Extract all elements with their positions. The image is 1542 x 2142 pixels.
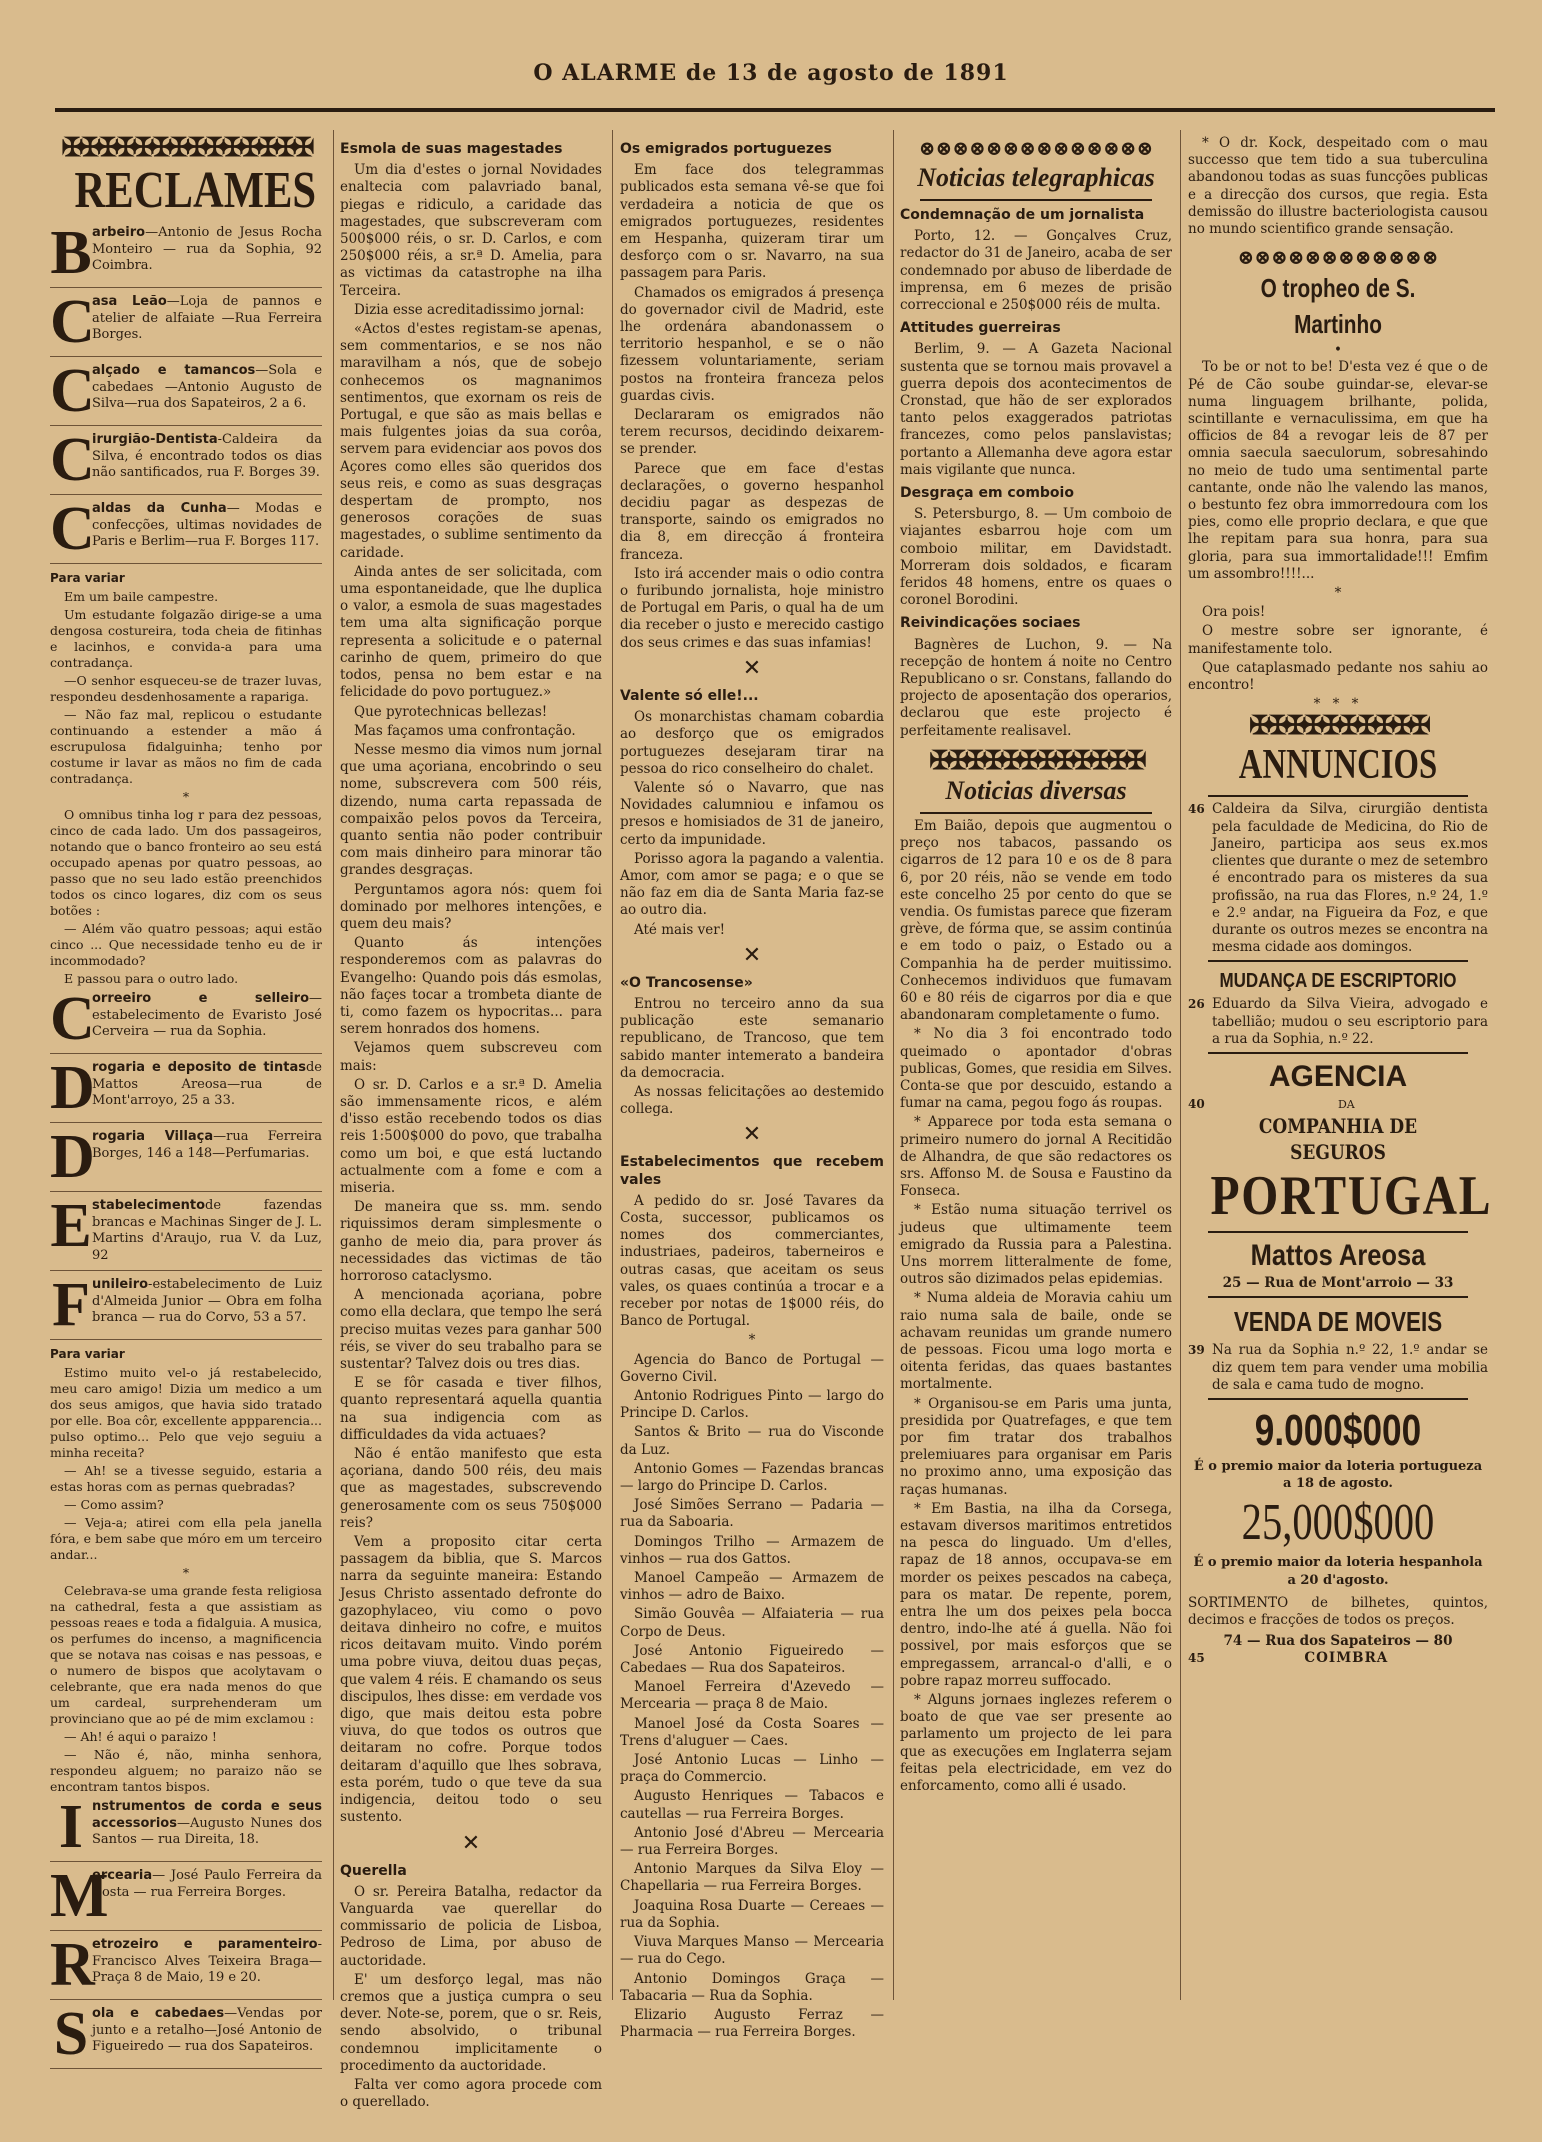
para-variar-text bbox=[50, 1365, 322, 1795]
paragraph: Viuva Marques Manso — Mercearia — rua do Cego. bbox=[620, 1934, 884, 1968]
reclame-item bbox=[50, 1123, 322, 1192]
separator-asterisk: * bbox=[1334, 585, 1342, 602]
column-5 bbox=[1188, 135, 1493, 2025]
article-body bbox=[620, 1193, 884, 2042]
ornament-stars: ✠✠✠✠✠✠✠✠✠✠ bbox=[1249, 711, 1427, 742]
reclame-item bbox=[50, 495, 322, 564]
reclame-detail: -Caldeira da Silva, é encontrado todos os dias não santificados, rua F. Borges 39. bbox=[92, 432, 322, 480]
paragraph: Em Baião, depois que augmentou o preço nos tabacos, passando os cigarros de 12 para 10 e os de 8 para 6, por 20 réis, não se vende em todo este concelho 25 por cento do que se vendia. Os fumistas parece que fizeram grève, de fórma que, se assim continúa e em todo o paiz, o Estado ou a Companhia ha de perder muitissimo. Conhecemos individuos que fumavam 60 e 80 réis de cigarros por dia e que abandonaram completamente o fumo. bbox=[900, 817, 1172, 1024]
reclame-item bbox=[50, 985, 322, 1054]
paragraph: Entrou no terceiro anno da sua publicação este semanario republicano, de Trancoso, que tem sabido manter intemerato a bandeira da democracia. bbox=[620, 995, 884, 1081]
reclame-detail: —rua Ferreira Borges, 146 a 148—Perfumarias. bbox=[92, 1129, 322, 1161]
lottery-text: É o premio maior da loteria portugueza a 18 de agosto. bbox=[1193, 1458, 1483, 1492]
ad-number: 39 bbox=[1188, 1343, 1205, 1358]
reclame-detail: —Augusto Nunes dos Santos — rua Direita, 18. bbox=[92, 1815, 322, 1848]
paragraph: Domingos Trilho — Armazem de vinhos — rua dos Gattos. bbox=[620, 1533, 884, 1567]
paragraph: Manoel José da Costa Soares — Trens d'aluguer — Caes. bbox=[620, 1715, 884, 1749]
article-body bbox=[620, 709, 884, 939]
reclame-detail: —Vendas por junto e a retalho—José Antonio de Figueiredo — rua dos Sapateiros. bbox=[92, 2006, 323, 2055]
paragraph: Manoel Ferreira d'Azevedo — Mercearia — praça 8 de Maio. bbox=[620, 1679, 884, 1713]
paragraph: Vejamos quem subscreveu com mais: bbox=[340, 1040, 602, 1074]
paragraph: «Actos d'estes registam-se apenas, sem commentarios, e se nos não maravilham a nós, que de sobejo conhecemos os magnanimos sentimentos, que exornam os reis de Portugal, e que são as mais bellas e mais fulgentes joias da sua corôa, servem para evidenciar aos povos dos Açores como elles são queridos dos seus reis, e como as suas desgraças despertam de prompto, nos generosos corações de suas magestades, o sublime sentimento da caridade. bbox=[340, 321, 602, 561]
lottery-text: É o premio maior da loteria hespanhola a 20 d'agosto. bbox=[1193, 1555, 1483, 1588]
paragraph: — Não é, não, minha senhora, respondeu alguem; no paraizo não se encontram tantos bispos. bbox=[50, 1747, 322, 1795]
paragraph: Ora pois! bbox=[1202, 604, 1266, 621]
reclame-item bbox=[50, 1862, 322, 1931]
ad-number: 46 bbox=[1188, 802, 1205, 817]
section-title: RECLAMES bbox=[74, 162, 317, 219]
article-heading: Os emigrados portuguezes bbox=[620, 141, 832, 157]
article-heading: Esmola de suas magestades bbox=[340, 141, 563, 157]
paragraph: E' um desforço legal, mas não cremos que a justiça cumpra o seu dever. Note-se, porem, que o sr. Reis, sendo absolvido, o tribunal condemnou implicitamente o procedimento da auctoridade. bbox=[340, 1971, 602, 2074]
ad-mattos: Mattos Areosa bbox=[1250, 1239, 1426, 1273]
ad-text: Caldeira da Silva, cirurgião dentista pela faculdade de Medicina, do Rio de Janeiro, participa aos seus ex.mos clientes que durante o mez de setembro é encontrado para os misteres da sua profissão, na rua das Flores, n.º 24, 1.º e 2.º andar, na Figueira da Foz, e que durante os outros mezes se encontra na mesma cidade aos domingos. bbox=[1212, 801, 1488, 956]
reclame-item bbox=[50, 1793, 322, 1862]
reclame-item bbox=[50, 219, 322, 288]
rule bbox=[1208, 1296, 1468, 1298]
reclame-item bbox=[50, 1054, 322, 1123]
paragraph: Antonio Marques da Silva Eloy — Chapellaria — rua Ferreira Borges. bbox=[620, 1861, 884, 1895]
article-body bbox=[900, 637, 1172, 740]
drop-cap: D bbox=[50, 1123, 95, 1192]
ad-caldeira bbox=[1188, 801, 1488, 956]
lottery-amount: 9.000$000 bbox=[1254, 1405, 1422, 1455]
paragraph: Antonio Rodrigues Pinto — largo do Principe D. Carlos. bbox=[620, 1388, 884, 1422]
article-heading: Reivindicações sociaes bbox=[900, 615, 1081, 632]
rule bbox=[920, 199, 1152, 201]
paragraph: José Simões Serrano — Padaria — rua da Saboaria. bbox=[620, 1497, 884, 1531]
masthead: O ALARME de 13 de agosto de 1891 bbox=[533, 60, 1009, 86]
paragraph: Isto irá accender mais o odio contra o furibundo jornalista, hoje ministro de Portugal em Paris, o qual ha de um dia receber o justo e merecido castigo dos seus crimes e das suas infamias! bbox=[620, 565, 884, 651]
paragraph: * Organisou-se em Paris uma junta, presidida por Quatrefages, e que tem por fim tratar dos trabalhos prelemiuares para organisar em Paris no proximo anno, uma exposição das raças humanas. bbox=[900, 1395, 1172, 1498]
separator-cross: ✕ bbox=[742, 655, 762, 681]
article-body bbox=[340, 162, 602, 1826]
reclame-name: ola e cabedaes bbox=[92, 2006, 225, 2022]
reclame-detail: —Loja de pannos e atelier de alfaiate —Rua Ferreira Borges. bbox=[92, 294, 322, 342]
reclame-detail: —Sola e cabedaes —Antonio Augusto de Silva—rua dos Sapateiros, 2 a 6. bbox=[92, 363, 323, 411]
paragraph: O mestre sobre ser ignorante, é manifestamente tolo. bbox=[1188, 623, 1488, 657]
paragraph: Declararam os emigrados não terem recursos, decidindo deixarem-se prender. bbox=[620, 407, 884, 458]
ad-address: 74 — Rua dos Sapateiros — 80 bbox=[1223, 1633, 1453, 1650]
paragraph: Nesse mesmo dia vimos num jornal que uma açoriana, encobrindo o seu nome, subscrevera com 500 réis, dizendo, numa carta repassada de compaixão pelos povos da Terceira, quanto sentia não poder contribuir com mais dinheiro para minorar tão grandes desgraças. bbox=[340, 741, 602, 879]
drop-cap: R bbox=[50, 1931, 95, 2000]
drop-cap: C bbox=[50, 426, 95, 494]
reclame-detail: — José Paulo Ferreira da Costa — rua Ferreira Borges. bbox=[92, 1868, 322, 1900]
ad-number: 40 bbox=[1188, 1096, 1205, 1111]
paragraph: O sr. D. Carlos e a sr.ª D. Amelia são immensamente ricos, e além d'isso estão recebendo todos os dias reis 1:500$000 do povo, que trabalha como um boi, e que está luctando actualmente com a fome e com a miseria. bbox=[340, 1076, 602, 1196]
paragraph: * Estão numa situação terrivel os judeus que ultimamente teem emigrado da Russia para a Palestina. Uns morrem litteralmente de fome, outros são dizimados pelas epidemias. bbox=[900, 1202, 1172, 1288]
paragraph: Não é então manifesto que esta açoriana, dando 500 réis, deu mais que as magestades, subscrevendo generosamente com os seus 750$000 reis? bbox=[340, 1446, 602, 1531]
section-title: ANNUNCIOS bbox=[1238, 742, 1438, 789]
separator-asterisk: * bbox=[748, 1332, 756, 1349]
paragraph: As nossas felicitações ao destemido collega. bbox=[620, 1083, 884, 1118]
paragraph: * No dia 3 foi encontrado todo queimado o apontador d'obras publicas, Gomes, que residia em Silves. Conta-se que por descuido, estando a fumar na cama, pegou fogo ás roupas. bbox=[900, 1026, 1172, 1112]
article-heading: Querella bbox=[340, 1862, 407, 1879]
article-body bbox=[340, 1884, 602, 2112]
paragraph: Quanto ás intenções responderemos com as palavras do Evangelho: Quando pois dás esmolas, não façes tocar a trombeta diante de ti, como fazem os hypocritas... para serem honrados dos homens. bbox=[340, 935, 602, 1038]
paragraph: * Numa aldeia de Moravia cahiu um raio numa sala de baile, onde se achavam reunidas um grande numero de pessoas. Ficou uma logo morta e oitenta feridas, das quaes bastantes mortalmente. bbox=[900, 1290, 1172, 1393]
paragraph: Em um baile campestre. bbox=[64, 589, 219, 605]
paragraph: — Ah! se a tivesse seguido, estaria a estas horas com as pernas quebradas? bbox=[50, 1463, 322, 1495]
paragraph: O omnibus tinha log r para dez pessoas, cinco de cada lado. Um dos passageiros, notando que o banco fronteiro ao seu está occupado apenas por quatro pessoas, ao passo que no seu lado estão preenchidos todos os cinco logares, diz com os seus botões : bbox=[50, 807, 322, 919]
paragraph: Augusto Henriques — Tabacos e cautellas — rua Ferreira Borges. bbox=[620, 1788, 884, 1822]
drop-cap: E bbox=[50, 1192, 92, 1261]
rule bbox=[1208, 1052, 1468, 1054]
reclame-name: rogaria e deposito de tintas bbox=[92, 1060, 306, 1076]
drop-cap: S bbox=[53, 2000, 89, 2069]
paragraph: Estimo muito vel-o já restabelecido, meu caro amigo! Dizia um medico a um dos seus amigos, que havia sido tratado por elle. Boa côr, excellente appparencia... pulso optimo... Pelo que vejo seguiu a minha receita? bbox=[50, 1365, 322, 1461]
reclame-name: alçado e tamancos bbox=[92, 363, 256, 378]
para-variar-text bbox=[50, 589, 322, 987]
paragraph: Ainda antes de ser solicitada, com uma espontaneidade, que lhe duplica o valor, a esmola de suas magestades tem uma alta significação porque representa a solicitude e o paternal carinho de quem, primeiro do que todos, pensa no bem estar e na felicidade do povo portuguez.» bbox=[340, 563, 602, 701]
ad-company: COMPANHIA DE SEGUROS bbox=[1258, 1114, 1418, 1165]
paragraph: Celebrava-se uma grande festa religiosa na cathedral, festa a que assistiam as pessoas reaes e toda a fidalguia. A musica, os perfumes do incenso, a magnificencia que se notava nas coisas e nas pessoas, e o numero de bispos que acolytavam o celebrante, que era nada menos do que um cardeal, surprehenderam um provinciano que ao pé de mim exclamou : bbox=[50, 1583, 322, 1727]
column-3 bbox=[620, 135, 884, 2041]
reclame-name: asa Leão bbox=[92, 294, 167, 309]
reclame-name: aldas da Cunha bbox=[92, 501, 227, 516]
para-variar-label: Para variar bbox=[50, 571, 125, 585]
article-body bbox=[620, 996, 884, 1118]
reclame-text bbox=[92, 432, 322, 482]
paragraph: — Veja-a; atirei com ella pela janella fóra, e bem sabe que móro em um terceiro andar... bbox=[50, 1515, 322, 1563]
drop-cap: C bbox=[50, 357, 95, 425]
column-separator bbox=[1180, 130, 1181, 2000]
lottery-sortimento: SORTIMENTO de bilhetes, quintos, decimos e fracções de todos os preços. bbox=[1188, 1594, 1488, 1628]
ad-city: COIMBRA bbox=[1304, 1650, 1389, 1667]
reclames-list bbox=[50, 219, 323, 564]
paragraph: Que cataplasmado pedante nos sahiu ao encontro! bbox=[1188, 659, 1488, 694]
reclame-text bbox=[92, 1060, 322, 1110]
reclame-name: ercearia bbox=[92, 1868, 153, 1884]
reclame-item bbox=[50, 426, 322, 495]
ad-number: 26 bbox=[1188, 997, 1205, 1012]
paragraph: Antonio Gomes — Fazendas brancas — largo do Principe D. Carlos. bbox=[620, 1460, 884, 1495]
reclame-item bbox=[50, 1271, 322, 1340]
paragraph: A pedido do sr. José Tavares da Costa, successor, publicamos os nomes dos commerciantes, industriaes, padeiros, taberneiros e outras casas, que aceitam os seus vales, os quaes continúa a trocar e a receber por notas de 1$000 réis, do Banco de Portugal. bbox=[620, 1192, 884, 1330]
paragraph: * Alguns jornaes inglezes referem o boato de que vae ser presente ao parlamento um projecto de lei para que as execuções em Inglaterra sejam feitas pela electricidade, em vez do enforcamento, como alli é usado. bbox=[900, 1692, 1172, 1795]
paragraph: Dizia esse acreditadissimo jornal: bbox=[354, 301, 585, 318]
paragraph: — Além vão quatro pessoas; aqui estão cinco ... Que necessidade tenho eu de ir incommodado? bbox=[50, 921, 322, 969]
ad-title: MUDANÇA DE ESCRIPTORIO bbox=[1219, 970, 1457, 993]
paragraph: Parece que em face d'estas declarações, o governo hespanhol decidiu pagar as despezas de transporte, saindo os emigrados no dia 8, em direcção á fronteira franceza. bbox=[620, 460, 884, 563]
reclame-item bbox=[50, 357, 323, 426]
ad-footer-row bbox=[1188, 1650, 1488, 1667]
drop-cap: I bbox=[58, 1793, 84, 1862]
ornament-stars: ✠✠✠✠✠✠✠✠✠✠✠✠✠✠ bbox=[61, 133, 311, 163]
paragraph: Perguntamos agora nós: quem foi dominado por melhores intenções, e quem deu mais? bbox=[340, 881, 602, 932]
paragraph: Os monarchistas chamam cobardia ao desforço que os emigrados portuguezes desejaram tirar na pessoa do rico conselheiro do chalet. bbox=[620, 709, 884, 777]
ad-moveis bbox=[1188, 1342, 1488, 1394]
reclame-text bbox=[92, 294, 322, 344]
ad-portugal: PORTUGAL bbox=[1210, 1165, 1493, 1228]
reclame-item bbox=[50, 1192, 322, 1271]
ornament-circles: ⊗⊗⊗⊗⊗⊗⊗⊗⊗⊗⊗⊗ bbox=[1237, 245, 1439, 270]
article-heading: «O Trancosense» bbox=[620, 974, 753, 991]
column-separator bbox=[612, 130, 613, 2000]
drop-cap: C bbox=[50, 985, 95, 1054]
paragraph: Antonio José d'Abreu — Mercearia — rua Ferreira Borges. bbox=[620, 1824, 884, 1859]
paragraph: Mas façamos uma confrontação. bbox=[354, 722, 576, 739]
article-body bbox=[1188, 359, 1488, 694]
reclames-list bbox=[50, 1793, 323, 2069]
paragraph: — Como assim? bbox=[64, 1497, 164, 1513]
reclame-detail: -estabelecimento de Luiz d'Almeida Junior — Obra em folha branca — rua do Corvo, 53 a 57. bbox=[92, 1277, 322, 1326]
drop-cap: D bbox=[50, 1054, 95, 1123]
paragraph: Um estudante folgazão dirige-se a uma dengosa costureira, toda cheia de fitinhas e lacinhos, e convida-a para uma contradança. bbox=[50, 607, 322, 671]
ornament-circles: ⊗⊗⊗⊗⊗⊗⊗⊗⊗⊗⊗⊗⊗⊗ bbox=[918, 136, 1154, 160]
column-separator bbox=[333, 130, 334, 2000]
paragraph: * O dr. Kock, despeitado com o mau successo que tem tido a sua tuberculina abandonou todas as suas funcções publicas e a direcção dos cursos, que regia. Esta demissão do illustre bacteriologista causou no mundo scientifico grande sensação. bbox=[1188, 135, 1488, 238]
paragraph: Elizario Augusto Ferraz — Pharmacia — rua Ferreira Borges. bbox=[620, 2006, 884, 2041]
article-heading: Attitudes guerreiras bbox=[900, 320, 1061, 337]
reclame-text bbox=[92, 2006, 322, 2056]
paragraph: Até mais ver! bbox=[634, 921, 726, 938]
paragraph: José Antonio Lucas — Linho — praça do Commercio. bbox=[620, 1752, 884, 1786]
ad-text: Na rua da Sophia n.º 22, 1.º andar se diz quem tem para vender uma mobilia de sala e cama tudo de mogno. bbox=[1212, 1342, 1488, 1393]
reclame-detail: de Mattos Areosa—rua de Mont'arroyo, 25 a 33. bbox=[92, 1060, 322, 1109]
ad-number: 45 bbox=[1188, 1651, 1205, 1666]
paragraph: — Ah! é aqui o paraizo ! bbox=[64, 1729, 217, 1745]
article-heading: Estabelecimentos que recebem vales bbox=[620, 1154, 884, 1188]
column-4 bbox=[900, 135, 1172, 2005]
paragraph: Um dia d'estes o jornal Novidades enaltecia com palavriado banal, piegas e ridiculo, a caridade das magestades, que subscreveram com 500$000 réis, o sr. D. Carlos, e com 250$000 réis, a sr.ª D. Amelia, para as victimas da catastrophe na ilha Terceira. bbox=[340, 162, 602, 299]
paragraph: * Em Bastia, na ilha da Corsega, estavam diversos maritimos entretidos na pesca do linguado. Um d'elles, rapaz de 18 annos, occupava-se em morder os peixes pescados na cabeça, para os matar. De repente, porem, entra lhe um dos peixes pela bocca dentro, indo-lhe até á guella. Não foi possivel, por mais esforços que se empregassem, arrancal-o d'alli, e o pobre rapaz morreu suffocado. bbox=[900, 1500, 1172, 1689]
reclame-detail: de fazendas brancas e Machinas Singer de J. L. Martins d'Araujo, rua V. da Luz, 92 bbox=[92, 1198, 322, 1263]
rule bbox=[920, 812, 1152, 814]
separator-asterisk: * bbox=[182, 789, 190, 805]
reclame-name: rogaria Villaça bbox=[92, 1129, 214, 1145]
paragraph: José Antonio Figueiredo — Cabedaes — Rua dos Sapateiros. bbox=[620, 1642, 884, 1677]
paragraph: — Não faz mal, replicou o estudante continuando a estender a mão á escrupulosa fidalguinha; tenho por costume ir lavar as mãos no fim de cada contradança. bbox=[50, 707, 322, 787]
drop-cap: M bbox=[50, 1862, 109, 1931]
paragraph: Simão Gouvêa — Alfaiateria — rua Corpo de Deus. bbox=[620, 1606, 884, 1640]
reclame-detail: — Modas e confecções, ultimas novidades de Paris e Berlim—rua F. Borges 117. bbox=[92, 501, 322, 549]
paragraph: Joaquina Rosa Duarte — Cereaes — rua da Sophia. bbox=[620, 1897, 884, 1931]
reclame-item bbox=[50, 288, 322, 357]
rule bbox=[1208, 960, 1468, 962]
drop-cap: B bbox=[50, 219, 92, 287]
ad-address: 25 — Rua de Mont'arroio — 33 bbox=[1222, 1275, 1454, 1292]
reclame-text bbox=[92, 1799, 322, 1849]
article-body bbox=[900, 228, 1172, 314]
reclame-text bbox=[92, 225, 322, 275]
drop-cap: C bbox=[50, 288, 95, 356]
reclame-item bbox=[50, 2000, 323, 2069]
column-2 bbox=[340, 135, 602, 2111]
ad-title: VENDA DE MOVEIS bbox=[1233, 1306, 1443, 1338]
paragraph: Que pyrotechnicas bellezas! bbox=[354, 703, 548, 720]
ornament-stars: ✠✠✠✠✠✠✠✠✠✠✠✠ bbox=[929, 745, 1143, 776]
paragraph: Berlim, 9. — A Gazeta Nacional sustenta que se tornou mais provavel a guerra depois dos acontecimentos de Cronstad, que hão de ser explorados tanto pelos exaggerados patriotas francezes, como pelos panslavistas; portanto a Allemanha deve agora estar mais vigilante que nunca. bbox=[900, 341, 1172, 478]
reclame-name: etrozeiro e paramenteiro bbox=[92, 1937, 318, 1953]
ornament-dot: • bbox=[1334, 342, 1342, 359]
paragraph: Manoel Campeão — Armazem de vinhos — adro de Baixo. bbox=[620, 1570, 884, 1604]
section-title: O tropheo de S. Martinho bbox=[1260, 273, 1416, 340]
paragraph: Porto, 12. — Gonçalves Cruz, redactor do 31 de Janeiro, acaba de ser condemnado por abuso de liberdade de imprensa, em 6 mezes de prisão correccional e 250$000 réis de multa. bbox=[900, 228, 1172, 314]
paragraph: Antonio Domingos Graça — Tabacaria — Rua da Sophia. bbox=[620, 1970, 884, 2004]
reclame-text bbox=[92, 1277, 322, 1327]
section-title: Noticias telegraphicas bbox=[917, 163, 1155, 192]
reclame-text bbox=[92, 363, 322, 413]
rule bbox=[1208, 1398, 1468, 1400]
paragraph: De maneira que ss. mm. sendo riquissimos deram simplesmente o ganho de meio dia, para prover ás necessidades das victimas de tão horroroso cataclysmo. bbox=[340, 1199, 602, 1284]
article-body bbox=[900, 506, 1172, 609]
column-reclames bbox=[50, 133, 323, 2069]
reclame-name: unileiro bbox=[92, 1277, 149, 1293]
reclame-text bbox=[92, 1937, 322, 1987]
reclame-text bbox=[92, 1868, 322, 1901]
top-rule bbox=[55, 108, 1495, 112]
ad-text: Eduardo da Silva Vieira, advogado e tabellião; mudou o seu escriptorio para a rua da Sophia, n.º 22. bbox=[1212, 996, 1488, 1047]
paragraph: —O senhor esqueceu-se de trazer luvas, respondeu desdenhosamente a rapariga. bbox=[50, 673, 322, 705]
reclame-detail: -Francisco Alves Teixeira Braga—Praça 8 de Maio, 19 e 20. bbox=[92, 1937, 322, 1986]
ad-da: DA bbox=[1337, 1097, 1355, 1111]
separator-cross: ✕ bbox=[742, 1122, 762, 1148]
reclame-detail: —estabelecimento de Evaristo José Cerveira — rua da Sophia. bbox=[92, 991, 322, 1040]
reclame-name: irurgião-Dentista bbox=[92, 432, 218, 447]
separator-asterisk: * bbox=[182, 1565, 190, 1581]
article-heading: Valente só elle!... bbox=[620, 687, 759, 704]
paragraph: Santos & Brito — rua do Visconde da Luz. bbox=[620, 1424, 884, 1458]
reclame-name: stabelecimento bbox=[92, 1198, 206, 1214]
paragraph: A mencionada açoriana, pobre como ella declara, que tempo lhe será preciso muitas vezes para ganhar 500 réis, se viver do seu trabalho para se sustentar? Talvez dois ou tres dias. bbox=[340, 1287, 602, 1373]
ad-escriptorio bbox=[1188, 996, 1488, 1048]
para-variar-label: Para variar bbox=[50, 1347, 125, 1362]
paragraph: Bagnères de Luchon, 9. — Na recepção de hontem á noite no Centro Republicano o sr. Constans, fallando do projecto de aposentação dos operarios, declarou que este projecto é perfeitamente realisavel. bbox=[900, 636, 1172, 739]
reclame-detail: —Antonio de Jesus Rocha Monteiro — rua da Sophia, 92 Coimbra. bbox=[92, 225, 322, 273]
reclame-name: orreeiro e selleiro bbox=[92, 991, 309, 1007]
paragraph: * Apparece por toda esta semana o primeiro numero do jornal A Recitidão de Alhandra, de que são redactores os srs. Affonso M. de Sousa e Faustino da Fonseca. bbox=[900, 1114, 1172, 1200]
separator-cross: ✕ bbox=[742, 942, 762, 968]
drop-cap: F bbox=[52, 1271, 90, 1340]
lottery-amount: 25,000$000 bbox=[1241, 1494, 1435, 1552]
column-separator bbox=[893, 130, 894, 2000]
reclames-list bbox=[50, 985, 322, 1340]
reclame-item bbox=[50, 1931, 322, 2000]
article-body bbox=[1188, 135, 1488, 238]
article-body bbox=[900, 818, 1172, 1795]
reclame-text bbox=[92, 1198, 322, 1264]
paragraph: Vem a proposito citar certa passagem da biblia, que S. Marcos narra da seguinte maneira: Estando Jesus Christo assentado defronte do gazophylaceo, viu como o povo deitava dinheiro no cofre, e muitos ricos deitavam muito. Vindo porém uma pobre viuva, deitou duas peças, que valem 4 réis. E chamando os seus discipulos, lhes disse: em verdade vos digo, que mais deitou esta pobre viuva, do que todos os outros que deitaram no cofre. Porque todos deitaram d'aquillo que lhes sobrava, esta porém, tudo o que teve da sua indigencia, deitou todo o seu sustento. bbox=[340, 1534, 602, 1826]
article-body bbox=[900, 341, 1172, 479]
ad-title: AGENCIA bbox=[1268, 1059, 1408, 1093]
reclame-text bbox=[92, 501, 322, 551]
reclame-text bbox=[92, 991, 322, 1041]
article-body bbox=[620, 162, 884, 652]
reclame-name: nstrumentos de corda e seus accessorios bbox=[92, 1799, 322, 1831]
reclame-name: arbeiro bbox=[92, 225, 146, 240]
reclame-text bbox=[92, 1129, 322, 1162]
paragraph: E passou para o outro lado. bbox=[64, 971, 239, 987]
separator-cross: ✕ bbox=[461, 1830, 481, 1856]
article-heading: Condemnação de um jornalista bbox=[900, 207, 1145, 223]
paragraph: S. Petersburgo, 8. — Um comboio de viajantes esbarrou hoje com um comboio militar, em Davidstadt. Morreram dois soldados, e ficaram feridos 48 homens, entre os quaes o coronel Borodini. bbox=[900, 506, 1172, 609]
paragraph: To be or not to be! D'esta vez é que o de Pé de Cão soube guindar-se, elevar-se numa linguagem brilhante, polida, scintillante e vernaculissima, em que ha officios de 84 a revogar leis de 87 per omnia saecula saeculorum, sobresahindo no meio de tudo uma sentimental parte cantante, onde não lhe valendo las manos, o bestunto fez obra immorredoura com los pies, como elle proprio declara, e que que lhe repitam para sua honra, para sua gloria, para sua immortalidade!!! Emfim um assombro!!!!... bbox=[1188, 359, 1488, 582]
paragraph: O sr. Pereira Batalha, redactor da Vanguarda vae querellar do commissario de policia de Lisboa, Pedroso de Lima, por abuso de auctoridade. bbox=[340, 1883, 602, 1969]
ad-agencia-row bbox=[1188, 1096, 1488, 1113]
paragraph: E se fôr casada e tiver filhos, quanto representará aquella quantia na sua indigencia com as difficuldades da vida actuaes? bbox=[340, 1375, 602, 1443]
paragraph: Em face dos telegrammas publicados esta semana vê-se que foi verdadeira a noticia de que os emigrados portuguezes, residentes em Hespanha, quizeram tirar um desforço com o sr. Navarro, na sua passagem para Paris. bbox=[620, 162, 884, 282]
rule bbox=[1208, 1231, 1468, 1233]
section-title: Noticias diversas bbox=[945, 775, 1127, 805]
paragraph: Chamados os emigrados á presença do governador civil de Madrid, este lhe ordenára abandonassem o territorio hespanhol, e se o não fizessem voluntariamente, seriam postos na fronteira franceza pelos guardas civis. bbox=[620, 284, 884, 404]
paragraph: Agencia do Banco de Portugal — Governo Civil. bbox=[620, 1351, 884, 1385]
paragraph: Valente só o Navarro, que nas Novidades calumniou e infamou os presos e homisiados de 31 de janeiro, certo da impunidade. bbox=[620, 779, 884, 848]
paragraph: Porisso agora la pagando a valentia. Amor, com amor se paga; e o que se não faz em dia de Santa Maria faz-se ao outro dia. bbox=[620, 850, 884, 919]
separator-dots: * * * bbox=[1313, 696, 1363, 713]
rule bbox=[1208, 795, 1468, 797]
paragraph: Falta ver como agora procede com o querellado. bbox=[340, 2076, 602, 2111]
article-heading: Desgraça em comboio bbox=[900, 485, 1074, 502]
drop-cap: C bbox=[50, 495, 95, 563]
